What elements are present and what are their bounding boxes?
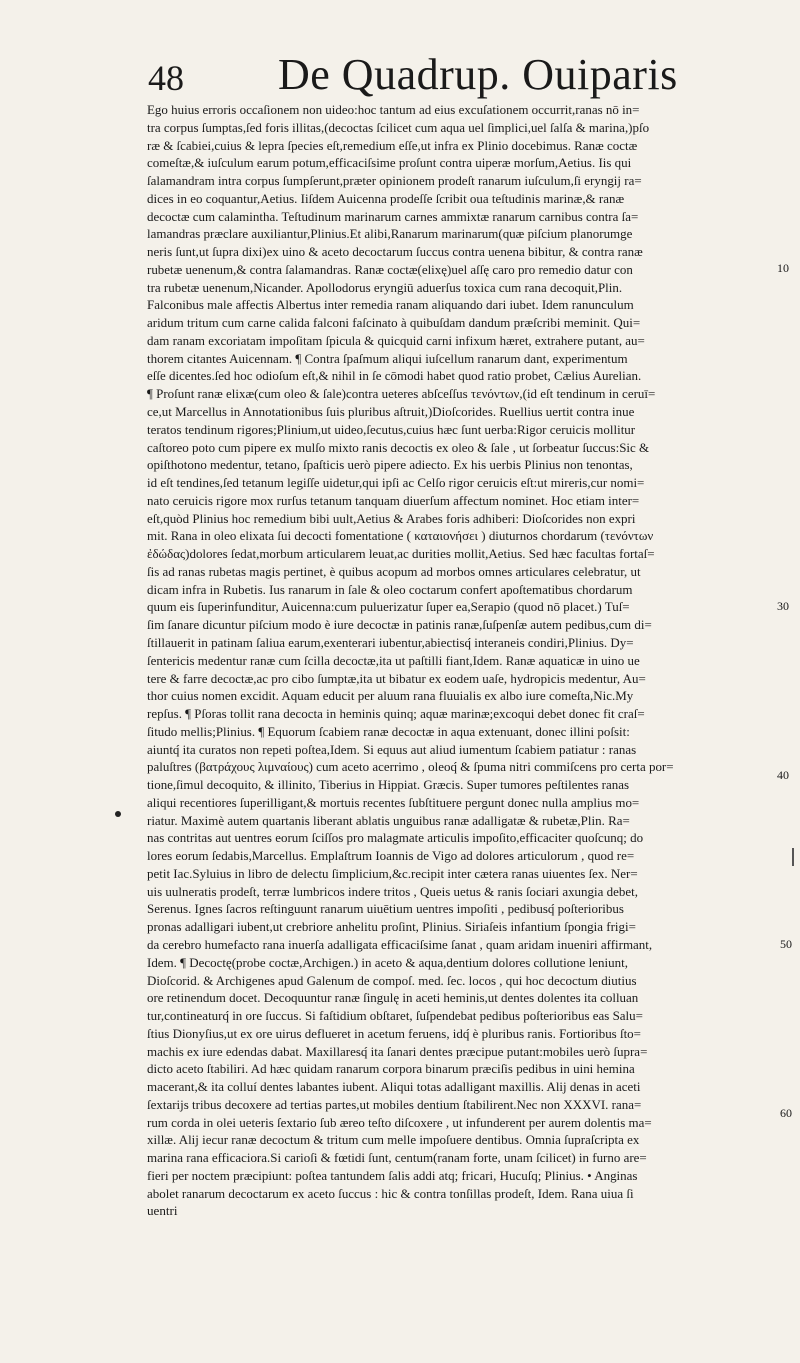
text-line: fieri per noctem præcipiunt: poſtea tantundem ſalis addi atq; fricari, Hucuſq; Plinius. • Anginas xyxy=(147,1167,638,1183)
margin-number: 30 xyxy=(777,599,789,613)
text-line: machis ex iure edendas dabat. Maxillaresq́ ita ſanari dentes præcipue putant:mobiles uerò ſupra= xyxy=(147,1043,648,1059)
text-line: neris ſunt,ut ſupra dixi)ex uino & aceto decoctarum ſuccus contra uenena bibitur, & contra ranæ xyxy=(147,244,643,260)
page-number: 48 xyxy=(148,58,184,98)
text-line: ſentericis medentur ranæ cum ſcilla decoctæ,ita ut paſtilli fiant,Idem. Ranæ aquaticæ in uino ue xyxy=(147,652,640,668)
text-line: dicto aceto ſtabiliri. Ad hæc quidam ranarum corpora binarum præciſis pedibus in uini hemina xyxy=(147,1061,635,1077)
text-line: ſtillauerit in patinam ſaliua earum,exenterari iubentur,abiectisq́ interaneis condiri,Plinius. Dy= xyxy=(147,634,634,650)
text-line: ἐδώδας)dolores ſedat,morbum articularem leuat,ac durities mollit,Aetius. Sed hæc facultas fortaſ= xyxy=(147,546,655,562)
text-line: tere & farre decoctæ,ac pro cibo ſumptæ,ita ut bibatur ex eodem uaſe, hydropicis medentur, Au= xyxy=(147,670,646,686)
text-line: ſalamandram intra corpus ſumpſerunt,præter opinionem prodeſt ranarum iuſculum,ſi eryngij ra= xyxy=(147,173,642,189)
text-line: id eſt tendines,ſed tetanum legiſſe uidetur,qui ipſi ac Celſo rigor ceruicis eſt:ut mireris,cur nomi= xyxy=(147,475,645,491)
text-line: uis uulneratis prodeſt, terræ lumbricos indere tritos , Queis uetus & ranis ſociari axungia debet, xyxy=(147,883,638,899)
text-line: dicam infra in Rubetis. Ius ranarum in ſale & oleo coctarum confert apoſtematibus chordarum xyxy=(147,581,633,597)
text-line: Ego huius erroris occaſionem non uideo:hoc tantum ad eius excuſationem occurrit,ranas nō in= xyxy=(147,102,640,117)
text-line: tione,ſimul decoquito, & illinito, Tiberius in Hippiat. Græcis. Super tumores peſtilentes ranas xyxy=(147,777,630,793)
text-line: Dioſcorid. & Archigenes apud Galenum de compoſ. med. ſec. locos , qui hoc decoctum diutius xyxy=(147,972,637,988)
text-line: teratos tendinum rigores;Plinium,ut uideo,ſecutus,cuius hæc ſunt uerba:Rigor ceruicis mollitur xyxy=(147,421,636,437)
text-line: ræ & ſcabiei,cuius & lepra ſpecies eſt,remedium eſſe,ut infra ex Plinio docebimus. Ranæ coctæ xyxy=(147,137,638,153)
text-line: lamandras præclare auxiliantur,Plinius.Et alibi,Ranarum marinarum(quæ piſcium planorumge xyxy=(147,226,633,242)
text-line: aliqui recentiores ſuperilligant,& mortuis recentes ſubſtituere pergunt donec nulla amplius mo= xyxy=(147,794,640,810)
margin-mark xyxy=(792,848,794,866)
text-line: ¶ Proſunt ranæ elixæ(cum oleo & ſale)contra ueteres abſceſſus τενόντων,(id eſt tendinum in ceruī= xyxy=(147,386,656,402)
text-line: ſtius Dionyſius,ut ex ore uirus deflueret in acetum feruens, idq́ è pluribus ranis. Fortioribus ſto= xyxy=(147,1025,641,1041)
text-line: caſtoreo poto cum pipere ex mulſo mixto ranis decoctis ex oleo & ſale , ut ſorbeatur ſuccus:Sic & xyxy=(147,439,650,455)
text-line: ſextarijs tribus decoxere ad tertias partes,ut mobiles dentium ſtabilirent.Nec non XXXVI. rana= xyxy=(147,1096,642,1112)
text-line: da cerebro humefacto rana inuerſa adalligata efficaciſsime ſanat , quam aridam inueniri affirmant, xyxy=(147,936,653,952)
margin-number: 50 xyxy=(780,937,792,951)
text-line: dam ranam excoriatam impoſitam ſpicula & quicquid carni infixum hæret, extrahere putant, au= xyxy=(147,332,645,348)
text-line: marina rana efficaciora.Si carioſi & fœtidi ſunt, centum(ranam forte, unam ſcilicet) in furno are= xyxy=(147,1150,647,1166)
text-line: macerant,& ita colluí dentes labantes iubent. Aliqui totas adalligant maxillis. Alij denas in aceti xyxy=(147,1079,641,1095)
text-line: aridum tritum cum carne calida falconi faſcinato à quibuſdam dandum præſcribi meminit. Qui= xyxy=(147,315,641,331)
text-line: Serenus. Ignes ſacros reſtinguunt ranarum uiuētium uentres impoſiti , pedibusq́ poſterioribus xyxy=(147,901,624,917)
text-line: mit. Rana in oleo elixata ſui decocti fomentatione ( καταιονήσει ) diuturnos chordarum (τενόντων xyxy=(147,528,654,544)
margin-number: 10 xyxy=(777,261,789,275)
margin-number: 40 xyxy=(777,768,789,782)
text-line: abolet ranarum decoctarum ex aceto ſuccus : hic & contra tonſillas prodeſt, Idem. Rana uiua ſi xyxy=(147,1185,634,1201)
text-line: xillæ. Alij iecur ranæ decoctum & tritum cum melle impoſuere dentibus. Omnia ſupraſcripta ex xyxy=(147,1132,640,1148)
text-line: thor cuius nomen excidit. Aquam educit per aluum rana fluuialis ex albo iure comeſta,Nic.My xyxy=(147,688,634,704)
text-line: eſſe dicentes.ſed hoc odioſum eſt,& nihil in ſe cōmodi habet quod ratio probet, Cælius Aurelian. xyxy=(147,368,642,384)
text-line: ce,ut Marcellus in Annotationibus ſuis pluribus aſtruit,)Dioſcorides. Ruellius uertit contra inue xyxy=(147,404,635,420)
text-line: opiſthotono medentur, tetano, ſpaſticis uerò pipere adiecto. Ex his uerbis Plinius non tenontas, xyxy=(147,457,633,473)
text-line: Idem. ¶ Decoctę(probe coctæ,Archigen.) in aceto & aqua,dentium dolores collutione leniunt, xyxy=(147,954,628,970)
text-line: pronas adalligari iubent,ut crebriore anhelitu proſint, Plinius. Siriaſeis infantium ſpongia frigi= xyxy=(147,919,636,935)
text-line: repſus. ¶ Pſoras tollit rana decocta in heminis quinq; aquæ marinæ;excoqui debet donec fit craſ= xyxy=(147,706,645,722)
running-title: De Quadrup. Ouiparis xyxy=(278,50,678,99)
text-line: riatur. Maximè autem quartanis liberant ablatis unguibus ranæ adalligatæ & rubetæ,Plin. Ra= xyxy=(147,812,630,828)
text-line: tra corpus ſumptas,ſed foris illitas,(decoctas ſcilicet cum aqua uel ſimplici,uel ſalſa & marina,)pſo xyxy=(147,119,650,135)
margin-number: 60 xyxy=(780,1106,792,1120)
text-line: dices in eo coquantur,Aetius. Iiſdem Auicenna prodeſſe ſcribit oua teſtudinis marinæ,& ranæ xyxy=(147,190,625,206)
body-text xyxy=(147,101,783,1220)
margin-mark xyxy=(115,811,121,817)
text-line: ſim ſanare dicuntur piſcium modo è iure decoctæ in patinis ranæ,ſuſpenſæ autem pedibus,cum di= xyxy=(147,617,652,633)
text-line: Falconibus male affectis Albertus inter remedia ranam aliquando dari iubet. Idem ranunculum xyxy=(147,297,634,313)
text-line: quum eis ſuperinfunditur, Auicenna:cum puluerizatur ſuper ea,Serapio (quod nō placet.) Tuſ= xyxy=(147,599,630,615)
text-line: uentri xyxy=(147,1203,178,1219)
text-line: lores eorum ſedabis,Marcellus. Emplaſtrum Ioannis de Vigo ad dolores articulorum , quod re= xyxy=(147,848,635,864)
text-line: aiuntq́ ita curatos non repeti poſtea,Idem. Si equus aut aliud iumentum ſcabiem patiatur : ranas xyxy=(147,741,637,757)
text-line: ore retinendum docet. Decoquuntur ranæ ſingulę in aceti heminis,ut dentes dolentes ita colluan xyxy=(147,990,639,1006)
text-line: nato ceruicis rigore mox rurſus tetanum tanquam diuerſum affectum nominet. Hoc etiam inter= xyxy=(147,492,640,508)
text-line: decoctæ cum calamintha. Teſtudinum marinarum carnes ammixtæ ranarum carnibus contra ſa= xyxy=(147,208,639,224)
text-line: tur,contineaturq́ in ore ſuccus. Si faſtidium obſtaret, ſuſpendebat pedibus poſterioribus eas Salu= xyxy=(147,1008,643,1024)
text-line: nas contritas aut uentres eorum ſciſſos pro malagmate articulis impoſito,efficaciter quoſcunq; do xyxy=(147,830,644,846)
text-line: paluſtres (βατράχους λιμναίους) cum aceto acerrimo , oleoq́ & ſpuma nitri commiſcens pro certa por= xyxy=(147,759,674,775)
text-line: rum corda in olei ueteris ſextario ſub æreo teſto diſcoxere , ut infunderent per aurem dolentis ma= xyxy=(147,1114,652,1130)
text-line: comeſtæ,& iuſculum earum potum,efficaciſsime proſunt contra uiperæ morſum,Aetius. Iis qui xyxy=(147,155,632,171)
text-line: rubetæ uenenum,& contra ſalamandras. Ranæ coctæ(elixę)uel aſſę caro pro remedio datur con xyxy=(147,261,633,277)
text-line: tra rubetæ uenenum,Nicander. Apollodorus eryngiū aduerſus toxica cum rana decoquit,Plin. xyxy=(147,279,623,295)
text-line: ſis ad ranas rubetas magis pertinet, è quibus acopum ad morbos omnes articulares celebratur, ut xyxy=(147,563,641,579)
text-line: ſitudo mellis;Plinius. ¶ Equorum ſcabiem ranæ decoctæ in aqua extenuant, donec illini poſsit: xyxy=(147,723,630,739)
text-line: petit Iac.Syluius in libro de delectu ſimplicium,&c.recipit inter cætera ranas uiuentes ſex. Ner= xyxy=(147,865,638,881)
text-line: eſt,quòd Plinius hoc remedium bibi uult,Aetius & Arabes foris adhiberi: Dioſcorides non expri xyxy=(147,510,636,526)
text-line: thorem citantes Auicennam. ¶ Contra ſpaſmum aliqui iuſcellum ranarum dant, experimentum xyxy=(147,350,628,366)
